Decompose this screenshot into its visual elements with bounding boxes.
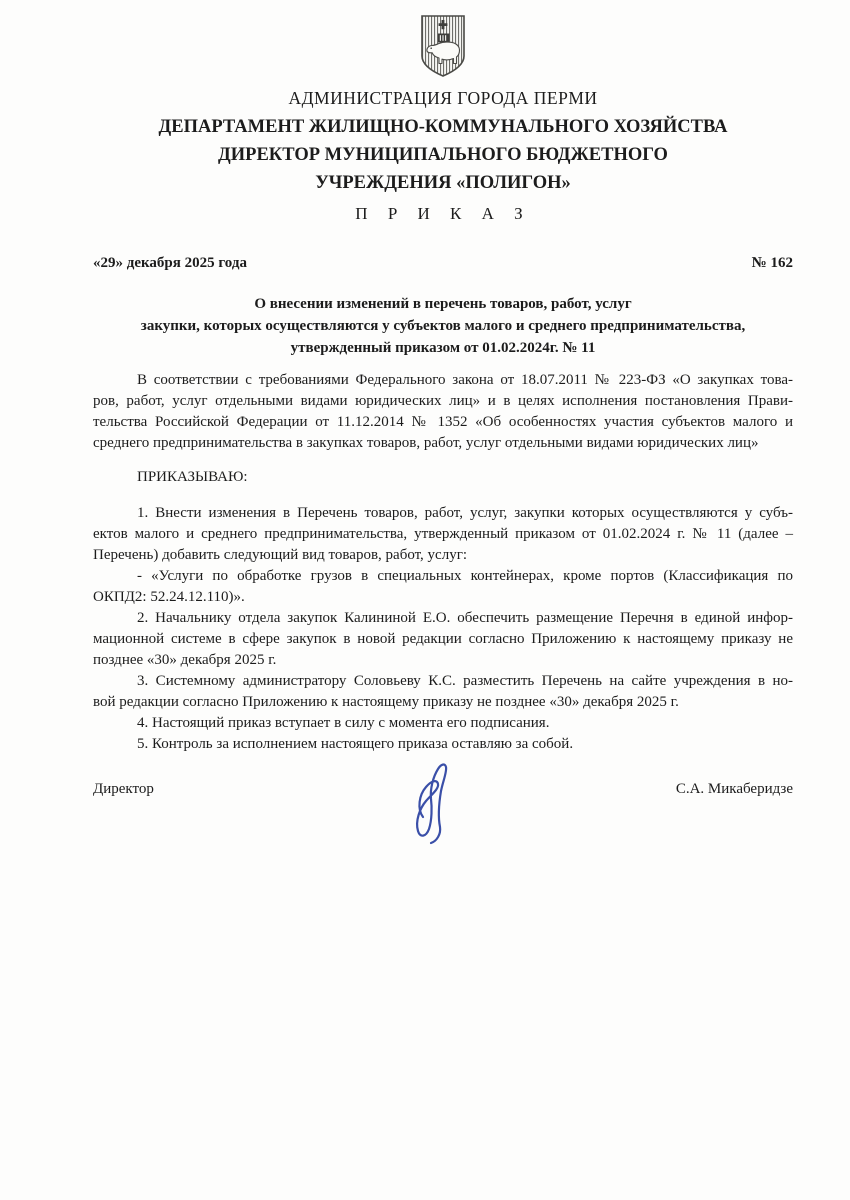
subject-line: О внесении изменений в перечень товаров, работ, услуг — [254, 296, 632, 312]
item-line: вой редакции согласно Приложению к настоящему приказу не позднее «30» декабря 2025 г. — [93, 694, 679, 710]
item-line: 1. Внести изменения в Перечень товаров, работ, услуг, закупки которых осуществляются у субъ- — [137, 505, 793, 521]
emblem-container — [93, 14, 793, 83]
org-name: АДМИНИСТРАЦИЯ ГОРОДА ПЕРМИ — [288, 88, 598, 108]
signature-position: Директор — [93, 781, 154, 797]
subject-block — [93, 293, 793, 359]
meta-row — [93, 253, 793, 273]
doc-type-title: П Р И К А З — [355, 204, 531, 223]
order-item-2 — [93, 608, 793, 671]
gospel-book-icon — [438, 34, 450, 43]
signature-name: С.А. Микаберидзе — [675, 781, 793, 797]
dept-name-block — [93, 113, 793, 197]
perm-coat-of-arms-icon — [419, 14, 467, 78]
handwritten-signature-icon — [393, 757, 469, 857]
order-item-1 — [93, 503, 793, 566]
item-line: ектов малого и среднего предпринимательства, утвержденный приказом от 01.02.2024 г. № 11 (далее – — [93, 526, 793, 542]
document-body — [93, 370, 793, 755]
signature-block — [93, 779, 793, 800]
item-line: 3. Системному администратору Соловьеву К.С. разместить Перечень на сайте учреждения в но- — [137, 673, 793, 689]
order-item-1-subitem — [93, 566, 793, 608]
item-line: - «Услуги по обработке грузов в специальных контейнерах, кроме портов (Классификация по — [137, 568, 793, 584]
order-item-4 — [93, 713, 793, 734]
intro-line: В соответствии с требованиями Федерального закона от 18.07.2011 № 223-ФЗ «О закупках това- — [137, 372, 793, 388]
bear-eye — [430, 47, 432, 49]
item-line: мационной системе в сфере закупок в новой редакции согласно Приложению к настоящему приказу не — [93, 631, 793, 647]
item-line: ОКПД2: 52.24.12.110)». — [93, 589, 245, 605]
order-items — [93, 503, 793, 755]
intro-line: ров, работ, услуг отдельными видами юридических лиц» и в целях исполнения постановления Прави- — [93, 393, 793, 409]
order-keyword: ПРИКАЗЫВАЮ: — [137, 469, 248, 485]
doc-date: «29» декабря 2025 года — [93, 255, 247, 271]
item-line: позднее «30» декабря 2025 г. — [93, 652, 277, 668]
intro-line: среднего предпринимательства в закупках товаров, работ, услуг отдельными видами юридических лиц» — [93, 435, 759, 451]
order-item-3 — [93, 671, 793, 713]
subject-line: закупки, которых осуществляются у субъектов малого и среднего предпринимательства, — [140, 318, 746, 334]
dept-name-line: УЧРЕЖДЕНИЯ «ПОЛИГОН» — [315, 173, 571, 193]
item-line: 2. Начальнику отдела закупок Калининой Е.О. обеспечить размещение Перечня в единой инфор- — [137, 610, 793, 626]
item-line: 5. Контроль за исполнением настоящего приказа оставляю за собой. — [137, 736, 574, 752]
item-line: 4. Настоящий приказ вступает в силу с момента его подписания. — [137, 715, 550, 731]
dept-name-line: ДЕПАРТАМЕНТ ЖИЛИЩНО-КОММУНАЛЬНОГО ХОЗЯЙСТВА — [158, 117, 728, 137]
subject-line: утвержденный приказом от 01.02.2024г. № 11 — [290, 340, 596, 356]
dept-name-line: ДИРЕКТОР МУНИЦИПАЛЬНОГО БЮДЖЕТНОГО — [218, 145, 668, 165]
doc-number: № 162 — [751, 255, 793, 271]
order-item-5 — [93, 734, 793, 755]
intro-line: тельства Российской Федерации от 11.12.2014 № 1352 «Об особенностях участия субъектов малого и — [93, 414, 793, 430]
item-line: Перечень) добавить следующий вид товаров, работ, услуг: — [93, 547, 468, 563]
intro-paragraph — [93, 370, 793, 454]
